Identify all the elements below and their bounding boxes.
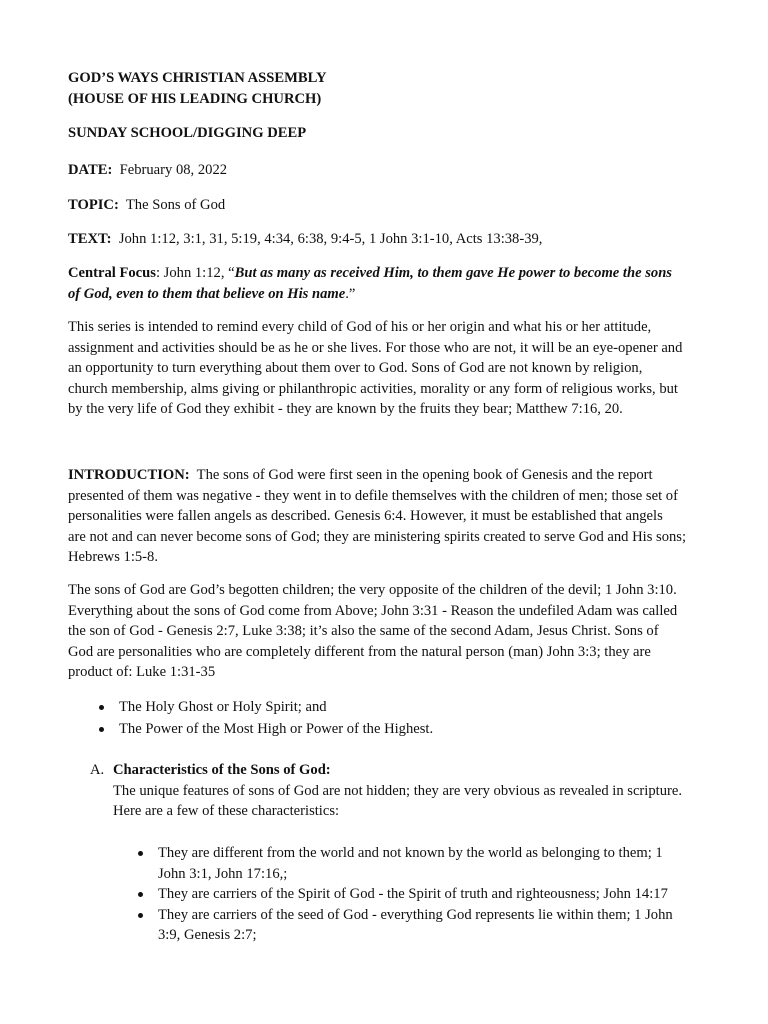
text-value: John 1:12, 3:1, 31, 5:19, 4:34, 6:38, 9:4-5, 1 John 3:1-10, Acts 13:38-39, — [118, 231, 543, 247]
begotten-paragraph-line: The sons of God are God’s begotten children; the very opposite of the children of the devil; 1 John 3:10. — [68, 582, 677, 598]
list-item-text: They are carriers of the seed of God - everything God represents lie within them; 1 John — [158, 906, 673, 923]
text-line — [68, 229, 708, 250]
program-title: SUNDAY SCHOOL/DIGGING DEEP — [68, 125, 307, 141]
series-paragraph-line: church membership, alms giving or philanthropic activities, morality or any form of religious works, but — [68, 380, 678, 397]
central-focus-end: .” — [345, 285, 356, 302]
central-focus — [68, 263, 708, 304]
church-name: GOD’S WAYS CHRISTIAN ASSEMBLY — [68, 70, 327, 86]
topic-value: The Sons of God — [125, 197, 226, 213]
list-item — [119, 719, 709, 740]
list-item — [119, 697, 709, 718]
bullet-dot — [138, 892, 143, 897]
introduction-line: are not and can never become sons of God; they are ministering spirits created to serve God and His sons; — [68, 528, 687, 545]
list-item-text: John 3:1, John 17:16,; — [158, 865, 288, 882]
central-focus-ref: : John 1:12, “ — [155, 265, 235, 281]
topic-label: TOPIC: — [68, 197, 119, 213]
bullet-dot — [99, 705, 104, 710]
introduction-paragraph — [68, 465, 708, 568]
church-subtitle: (HOUSE OF HIS LEADING CHURCH) — [68, 90, 322, 107]
introduction-line: Hebrews 1:5-8. — [68, 549, 158, 565]
series-paragraph-line: an opportunity to turn everything about them over to God. Sons of God are not known by religion, — [68, 360, 643, 376]
topic-line — [68, 195, 708, 216]
list-item-text: The Power of the Most High or Power of the Highest. — [119, 720, 434, 737]
list-item-text: They are carriers of the Spirit of God - the Spirit of truth and righteousness; John 14:17 — [158, 886, 668, 902]
section-a-marker: A. — [90, 762, 105, 778]
begotten-paragraph-line: product of: Luke 1:31-35 — [68, 664, 216, 680]
introduction-line: presented of them was negative - they went in to defile themselves with the children of men; those set of — [68, 487, 678, 504]
introduction-label: INTRODUCTION: — [68, 467, 190, 483]
characteristics-bullet-list — [158, 843, 710, 946]
list-item — [158, 843, 710, 884]
list-item-text: The Holy Ghost or Holy Spirit; and — [119, 699, 327, 715]
list-item — [158, 905, 710, 946]
list-item-text: They are different from the world and not known by the world as belonging to them; 1 — [158, 845, 663, 861]
church-heading — [68, 68, 708, 109]
date-line — [68, 160, 708, 181]
list-item-text: 3:9, Genesis 2:7; — [158, 927, 257, 943]
central-focus-label: Central Focus — [68, 265, 156, 281]
bullet-dot — [138, 851, 143, 856]
central-focus-quote-1: But as many as received Him, to them gave He power to become the sons — [234, 265, 672, 281]
introduction-line: personalities were fallen angels as described. Genesis 6:4. However, it must be established that angels — [68, 508, 663, 524]
begotten-paragraph-line: Everything about the sons of God come from Above; John 3:31 - Reason the undefiled Adam was called — [68, 602, 678, 619]
series-paragraph-line: This series is intended to remind every child of God of his or her origin and what his or her attitude, — [68, 319, 652, 335]
date-label: DATE: — [68, 162, 113, 178]
list-item — [158, 884, 710, 905]
section-a-heading: Characteristics of the Sons of God: — [113, 762, 331, 778]
central-focus-quote-2: of God, even to them that believe on His name — [68, 285, 346, 302]
date-value: February 08, 2022 — [119, 162, 228, 178]
series-paragraph-line: assignment and activities should be as he or she lives. For those who are not, it will be an eye-opener and — [68, 339, 683, 356]
begotten-paragraph-line: the son of God - Genesis 2:7, Luke 3:38; it’s also the same of the second Adam, Jesus Christ. Sons of — [68, 623, 659, 639]
series-paragraph-line: by the very life of God they exhibit - they are known by the fruits they bear; Matthew 7:16, 20. — [68, 401, 623, 417]
bullet-dot — [99, 727, 104, 732]
bullet-dot — [138, 913, 143, 918]
product-bullet-list — [119, 697, 709, 739]
begotten-paragraph-line: God are personalities who are completely different from the natural person (man) John 3:3; they are — [68, 643, 651, 660]
series-paragraph — [68, 317, 708, 420]
begotten-paragraph — [68, 580, 708, 683]
section-a-line: The unique features of sons of God are not hidden; they are very obvious as revealed in scripture. — [113, 782, 682, 799]
section-a-line: Here are a few of these characteristics: — [113, 803, 340, 819]
section-a — [113, 760, 709, 822]
text-label: TEXT: — [68, 231, 112, 247]
introduction-first-line: The sons of God were first seen in the opening book of Genesis and the report — [189, 467, 653, 483]
